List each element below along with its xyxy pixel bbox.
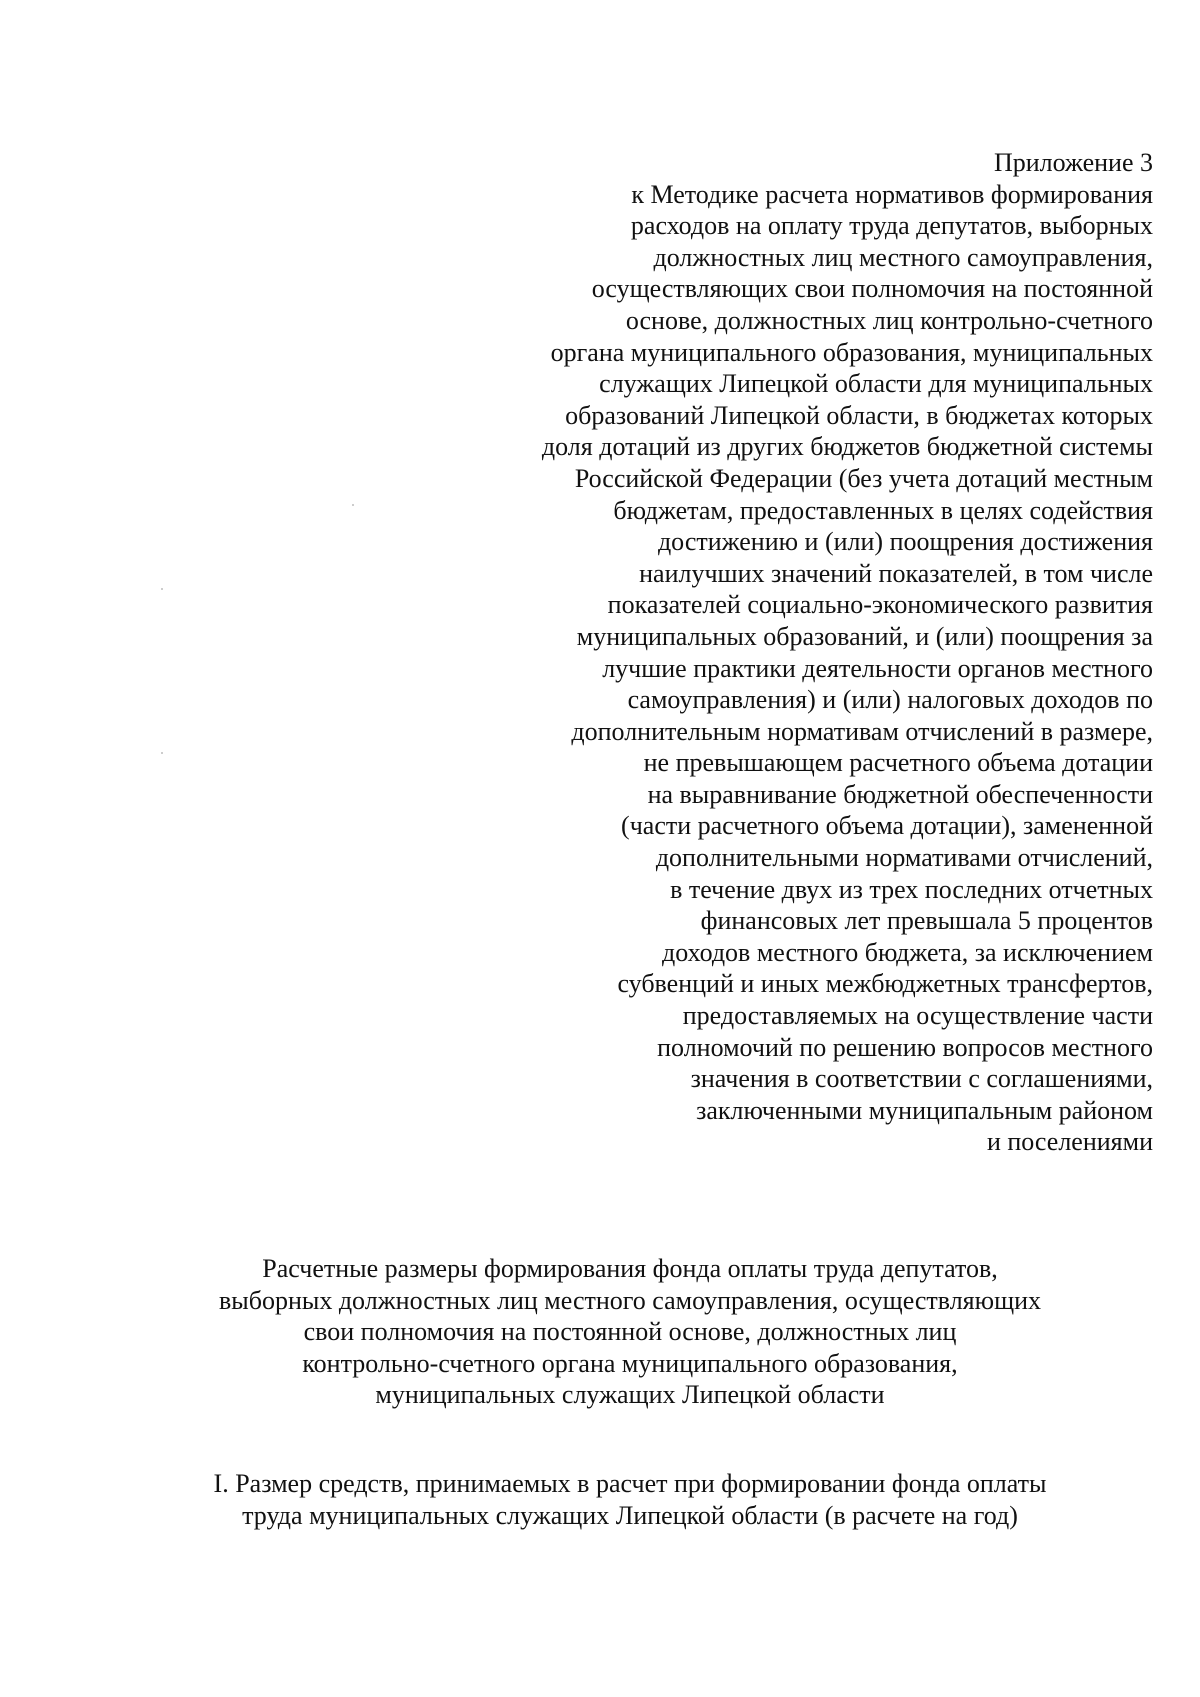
appendix-text-line: полномочий по решению вопросов местного bbox=[657, 1032, 1153, 1062]
section-heading-line: I. Размер средств, принимаемых в расчет при формировании фонда оплаты bbox=[213, 1469, 1047, 1498]
document-title bbox=[150, 1253, 1110, 1411]
appendix-text-line: самоуправления) и (или) налоговых доходов по bbox=[627, 685, 1153, 715]
title-line: Расчетные размеры формирования фонда оплаты труда депутатов, bbox=[262, 1254, 998, 1283]
appendix-text-line: дополнительными нормативами отчислений, bbox=[655, 843, 1153, 873]
scan-speck bbox=[352, 504, 354, 506]
appendix-text-line: доля дотаций из других бюджетов бюджетной системы bbox=[541, 432, 1153, 462]
appendix-text-line: к Методике расчета нормативов формирования bbox=[631, 179, 1153, 209]
title-line: муниципальных служащих Липецкой области bbox=[375, 1380, 885, 1410]
appendix-text-line: бюджетам, предоставленных в целях содействия bbox=[613, 495, 1153, 525]
appendix-label: Приложение 3 bbox=[993, 148, 1153, 177]
appendix-text-line: муниципальных образований, и (или) поощрения за bbox=[576, 621, 1153, 651]
appendix-text-line: наилучших значений показателей, в том числе bbox=[639, 558, 1153, 588]
appendix-text-line: и поселениями bbox=[986, 1127, 1153, 1157]
appendix-text-line: на выравнивание бюджетной обеспеченности bbox=[647, 779, 1153, 809]
appendix-text-line: лучшие практики деятельности органов местного bbox=[602, 653, 1153, 683]
appendix-text-line: служащих Липецкой области для муниципальных bbox=[599, 369, 1153, 399]
appendix-text-line: должностных лиц местного самоуправления, bbox=[653, 242, 1153, 272]
appendix-text-line: финансовых лет превышала 5 процентов bbox=[700, 906, 1153, 936]
appendix-text-line: расходов на оплату труда депутатов, выборных bbox=[630, 211, 1153, 241]
appendix-text-line: Российской Федерации (без учета дотаций местным bbox=[574, 463, 1153, 493]
appendix-text-line: не превышающем расчетного объема дотации bbox=[643, 748, 1153, 778]
appendix-text-line: предоставляемых на осуществление части bbox=[682, 1001, 1153, 1031]
section-heading-line: труда муниципальных служащих Липецкой области (в расчете на год) bbox=[242, 1501, 1018, 1530]
appendix-text-line: (части расчетного объема дотации), замененной bbox=[621, 811, 1153, 841]
appendix-text-line: значения в соответствии с соглашениями, bbox=[690, 1064, 1153, 1094]
appendix-text-line: основе, должностных лиц контрольно-счетного bbox=[625, 305, 1153, 335]
appendix-text-line: субвенций и иных межбюджетных трансфертов, bbox=[617, 969, 1153, 999]
section-heading bbox=[150, 1468, 1110, 1532]
appendix-text-line: показателей социально-экономического развития bbox=[607, 590, 1153, 620]
appendix-text-line: достижению и (или) поощрения достижения bbox=[657, 527, 1153, 557]
appendix-text-line: заключенными муниципальным районом bbox=[696, 1095, 1153, 1125]
title-line: выборных должностных лиц местного самоуправления, осуществляющих bbox=[218, 1285, 1042, 1315]
appendix-header bbox=[433, 147, 1153, 1158]
appendix-text-line: образований Липецкой области, в бюджетах которых bbox=[565, 400, 1153, 430]
appendix-text-line: дополнительным нормативам отчислений в размере, bbox=[571, 716, 1153, 746]
title-line: контрольно-счетного органа муниципального образования, bbox=[302, 1348, 958, 1378]
scan-speck bbox=[161, 588, 163, 590]
appendix-text-line: осуществляющих свои полномочия на постоянной bbox=[591, 274, 1153, 304]
appendix-text-line: в течение двух из трех последних отчетных bbox=[670, 874, 1153, 904]
title-line: свои полномочия на постоянной основе, должностных лиц bbox=[303, 1317, 957, 1347]
appendix-text-line: доходов местного бюджета, за исключением bbox=[661, 937, 1153, 967]
scan-speck bbox=[161, 752, 163, 754]
appendix-text-line: органа муниципального образования, муниципальных bbox=[550, 337, 1153, 367]
